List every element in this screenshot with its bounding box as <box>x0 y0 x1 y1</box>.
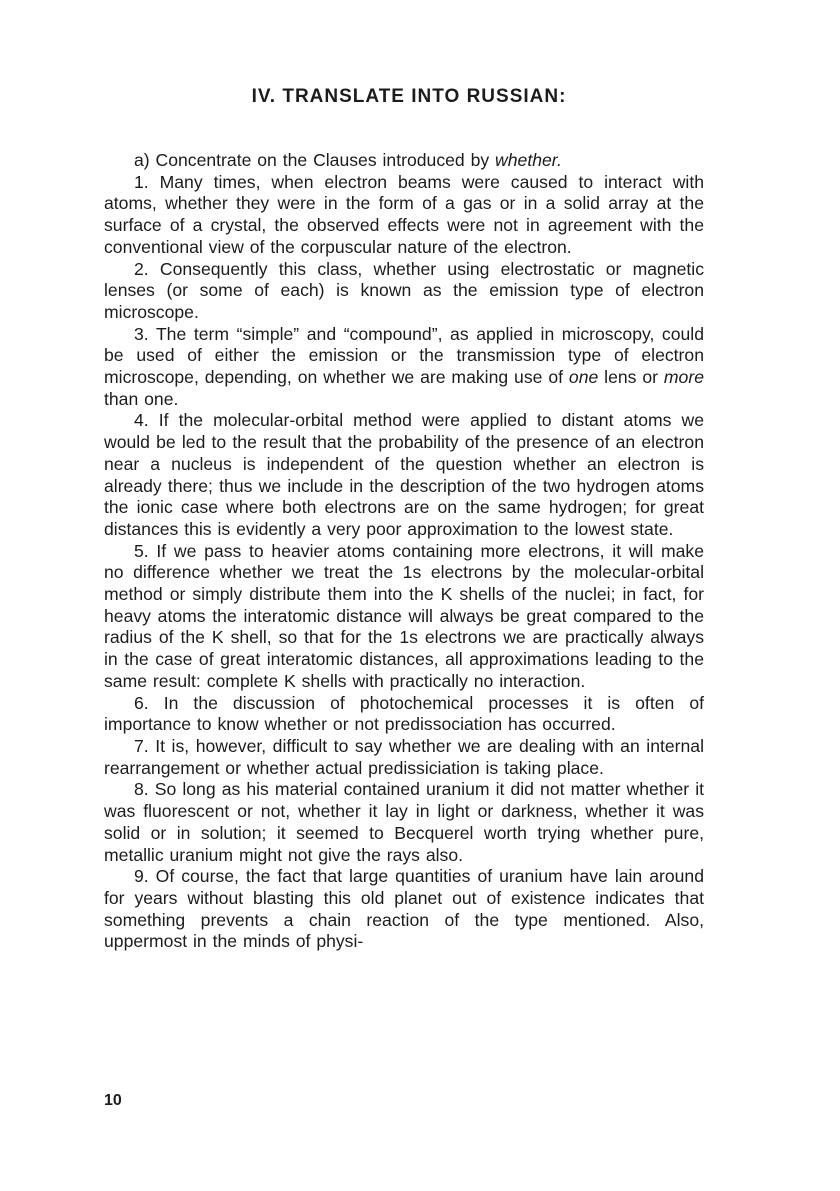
page-number: 10 <box>104 1092 122 1109</box>
exercise-item-7: 7. It is, however, difficult to say whether we are dealing with an internal rearrangement or whether actual predissiciation is taking place. <box>104 735 704 778</box>
page-heading: IV. TRANSLATE INTO RUSSIAN: <box>251 86 567 107</box>
exercise-item-6: 6. In the discussion of photochemical processes it is often of importance to know whether or not predissociation has occurred. <box>104 692 704 735</box>
exercise-item-3 <box>104 324 704 411</box>
exercise-item-4: 4. If the molecular-orbital method were applied to distant atoms we would be led to the result that the probability of the presence of an electron near a nucleus is independent of the question whether an electron is already there; thus we include in the description of the two hydrogen atoms the ionic case where both electrons are on the same hydrogen; for great distances this is evidently a very poor approximation to the lowest state. <box>104 410 704 539</box>
page-body <box>104 86 704 953</box>
exercise-item-1: 1. Many times, when electron beams were caused to interact with atoms, whether they were in the form of a gas or in a solid array at the surface of a crystal, the observed effects were not in agreement with the conventional view of the corpuscular nature of the electron. <box>104 171 704 257</box>
item-3-text-c: than one. <box>104 388 179 409</box>
exercise-item-5: 5. If we pass to heavier atoms containing more electrons, it will make no difference whether we treat the 1s electrons by the molecular-orbital method or simply distribute them into the K shells of the nuclei; in fact, for heavy atoms the interatomic distance will always be great compared to the radius of the K shell, so that for the 1s electrons we are practically always in the case of great interatomic distances, all approximations leading to the same result: complete K shells with practically no interaction. <box>104 540 704 691</box>
exercise-item-2: 2. Consequently this class, whether using electrostatic or magnetic lenses (or some of each) is known as the emission type of electron microscope. <box>104 258 704 322</box>
item-3-emphasis-one: one <box>568 367 599 388</box>
instruction-text: a) Concentrate on the Clauses introduced by <box>134 150 496 170</box>
exercise-item-9: 9. Of course, the fact that large quantities of uranium have lain around for years without blasting this old planet out of existence indicates that something prevents a chain reaction of the type mentioned. Also, uppermost in the minds of physi- <box>104 866 704 952</box>
exercise-instruction <box>104 150 704 172</box>
instruction-keyword: whether. <box>495 150 562 170</box>
item-3-emphasis-more: more <box>663 367 704 388</box>
item-3-text-b: lens or <box>598 367 664 388</box>
exercise-item-8: 8. So long as his material contained uranium it did not matter whether it was fluorescent or not, whether it lay in light or darkness, whether it was solid or in solution; it seemed to Becquerel worth trying whether pure, metallic uranium might not give the rays also. <box>104 779 704 865</box>
item-3-text-a: 3. The term “simple” and “compound”, as applied in microscopy, could be used of either the emission or the transmission type of electron microscope, depending, on whether we are making use of <box>104 323 704 388</box>
